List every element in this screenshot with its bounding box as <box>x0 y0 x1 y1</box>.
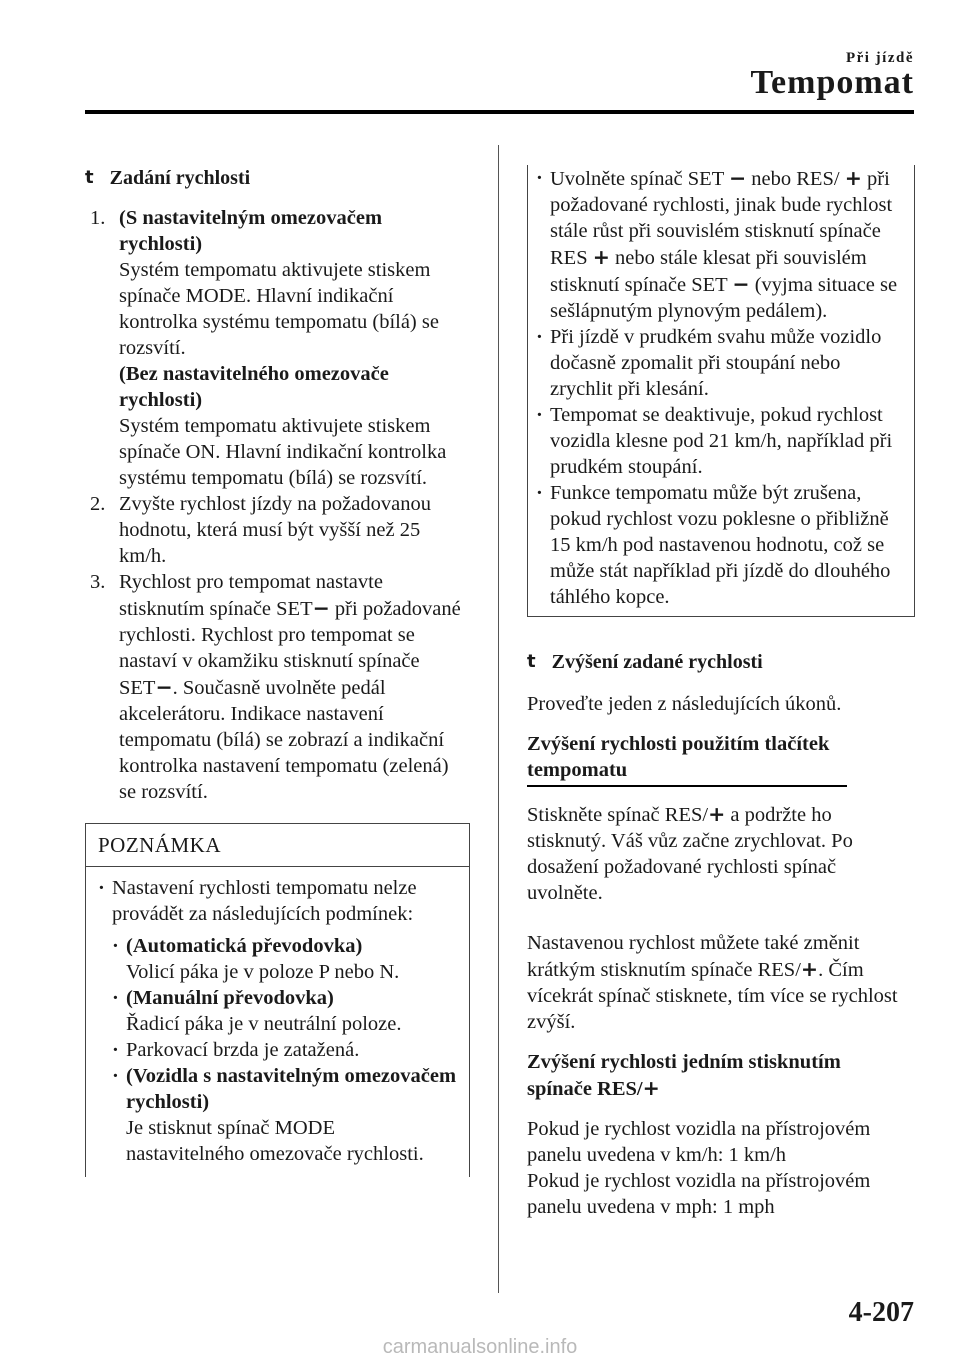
step-1 <box>90 205 470 491</box>
bullet-icon: · <box>112 1065 119 1087</box>
note-bullet <box>536 324 908 402</box>
note-sublist <box>98 933 457 1167</box>
step-number: 1. <box>90 207 106 229</box>
minus-icon: − <box>312 596 330 620</box>
bullet-icon: · <box>536 404 543 426</box>
paragraph: Nastavenou rychlost můžete také změnit krátkým stisknutím spínače RES/+. Čím vícekrát spínač stisknete, tím více se rychlost zvýší. <box>527 932 898 1033</box>
section-marker-icon: t <box>527 651 536 672</box>
bullet-icon: · <box>112 987 119 1009</box>
page-title: Tempomat <box>750 64 914 101</box>
step-subhead: (Bez nastavitelného omezovače rychlosti) <box>119 363 389 411</box>
note-subitem: · (Vozidla s nastavitelným omezovačem rychlosti) Je stisknut spínač MODE nastavitelného omezovače rychlosti. <box>112 1065 457 1165</box>
intro-text: Proveďte jeden z následujících úkonů. <box>527 693 842 715</box>
bullet-icon: · <box>98 877 105 899</box>
left-column <box>85 165 470 1177</box>
plus-icon: + <box>592 245 610 269</box>
column-divider <box>498 145 499 1293</box>
paragraph: Stiskněte spínač RES/+ a podržte ho stisknutý. Váš vůz začne zrychlovat. Po dosažení požadované rychlosti spínač uvolněte. <box>527 802 853 904</box>
note-text: Uvolněte spínač SET − nebo RES/ + při požadované rychlosti, jinak bude rychlost stále růst při souvislém stisknutí spínače RES + nebo stále klesat při souvislém stisknutí spínače SET − (vyjma situace se sešlápnutým plynovým pedálem). <box>550 166 898 322</box>
note-bullet <box>536 480 908 610</box>
plus-icon: + <box>800 957 819 981</box>
header-rule <box>85 110 914 114</box>
note-text: Funkce tempomatu může být zrušena, pokud rychlost vozu poklesne o přibližně 15 km/h pod nastavenou hodnotu, což se může stát například při jízdě do dlouhého táhlého kopce. <box>550 482 891 608</box>
bullet-icon: · <box>536 167 543 189</box>
bullet-icon: · <box>536 326 543 348</box>
step-text: Systém tempomatu aktivujete stiskem spínače MODE. Hlavní indikační kontrolka systému tempomatu (bílá) se rozsvítí. <box>119 259 439 359</box>
plus-icon: + <box>844 166 862 190</box>
note-text: Tempomat se deaktivuje, pokud rychlost vozidla klesne pod 21 km/h, například při prudkém stoupání. <box>550 404 893 478</box>
subheading-single-press: Zvýšení rychlosti jedním stisknutím spínače RES/+ <box>527 1051 841 1100</box>
right-column <box>527 165 915 1220</box>
bullet-icon: · <box>112 1039 119 1061</box>
section-title: Zvýšení zadané rychlosti <box>551 651 763 673</box>
section-heading-increase-speed <box>527 649 915 675</box>
minus-icon: − <box>732 272 750 296</box>
page-number: 4-207 <box>848 1297 914 1328</box>
note-text: Nastavení rychlosti tempomatu nelze provádět za následujících podmínek: <box>112 877 417 925</box>
step-number: 2. <box>90 493 106 515</box>
note-subitem: · (Automatická převodovka) Volicí páka je v poloze P nebo N. <box>112 935 400 983</box>
step-text: Zvyšte rychlost jízdy na požadovanou hodnotu, která musí být vyšší než 25 km/h. <box>119 493 431 567</box>
note-bullet <box>536 402 908 480</box>
paragraph: Pokud je rychlost vozidla na přístrojovém panelu uvedena v mph: 1 mph <box>527 1170 871 1218</box>
note-box-continued <box>527 165 915 617</box>
note-title: POZNÁMKA <box>86 824 469 867</box>
note-bullet <box>536 165 908 324</box>
section-title: Zadání rychlosti <box>109 167 251 189</box>
step-3 <box>90 569 470 805</box>
step-text: Rychlost pro tempomat nastavte stisknutím spínače SET− při požadované rychlosti. Rychlost pro tempomat se nastaví v okamžiku stisknutí spínače SET−. Současně uvolněte pedál akcelerátoru. Indikace nastavení tempomatu (bílá) se zobrazí a indikační kontrolka nastavení tempomatu (zelená) se rozsvítí. <box>119 571 461 803</box>
bullet-icon: · <box>112 935 119 957</box>
watermark: carmanualsonline.info <box>382 1336 578 1358</box>
bullet-icon: · <box>536 482 543 504</box>
chapter-label: Při jízdě <box>845 50 914 66</box>
plus-icon: + <box>708 802 726 826</box>
note-box <box>85 823 470 1177</box>
note-subitem: · Parkovací brzda je zatažená. <box>112 1039 360 1061</box>
note-text: Při jízdě v prudkém svahu může vozidlo dočasně zpomalit při stoupání nebo zrychlit při klesání. <box>550 326 882 400</box>
subheading-buttons: Zvýšení rychlosti použitím tlačítek tempomatu <box>527 731 847 787</box>
minus-icon: − <box>728 166 747 190</box>
step-number: 3. <box>90 571 106 593</box>
section-heading-set-speed <box>85 165 470 191</box>
step-text: Systém tempomatu aktivujete stiskem spínače ON. Hlavní indikační kontrolka systému tempomatu (bílá) se rozsvítí. <box>119 415 447 489</box>
steps-list <box>85 205 470 805</box>
step-2 <box>90 491 470 569</box>
section-marker-icon: t <box>85 167 94 188</box>
plus-icon: + <box>642 1076 660 1100</box>
minus-icon: − <box>155 675 173 699</box>
paragraph: Pokud je rychlost vozidla na přístrojovém panelu uvedena v km/h: 1 km/h <box>527 1118 871 1166</box>
step-subhead: (S nastavitelným omezovačem rychlosti) <box>119 207 383 255</box>
note-bullet <box>98 875 457 927</box>
note-subitem: · (Manuální převodovka) Řadicí páka je v neutrální poloze. <box>112 987 402 1035</box>
